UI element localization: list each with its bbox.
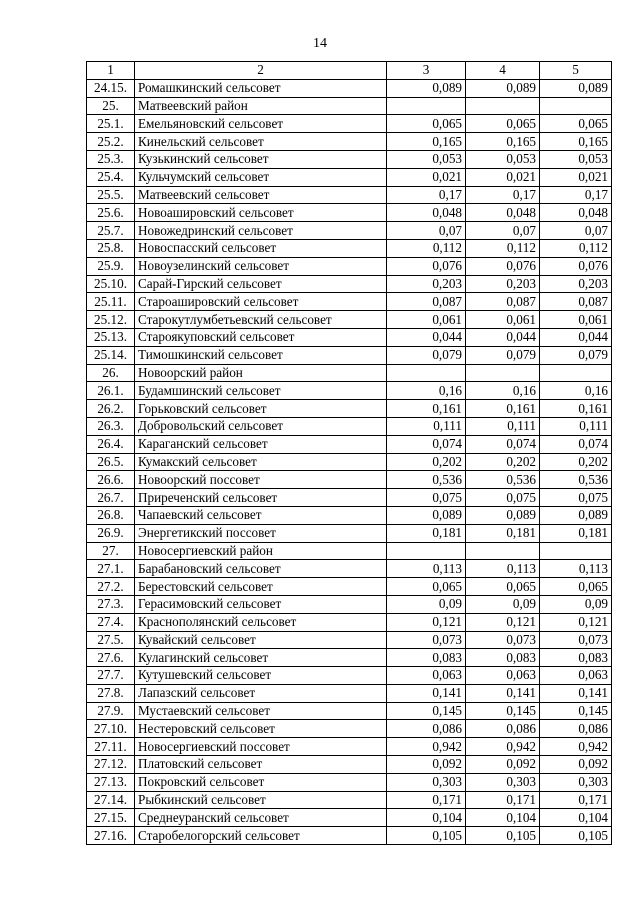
value-col-5: 0,111 — [540, 417, 612, 435]
table-row — [87, 364, 612, 382]
row-number: 27.16. — [87, 827, 135, 845]
value-col-3: 0,087 — [387, 293, 466, 311]
row-name: Среднеуранский сельсовет — [135, 809, 387, 827]
value-col-4: 0,165 — [466, 133, 540, 151]
value-col-4: 0,065 — [466, 578, 540, 596]
value-col-3: 0,165 — [387, 133, 466, 151]
row-number: 25.10. — [87, 275, 135, 293]
value-col-3: 0,044 — [387, 328, 466, 346]
table-row — [87, 631, 612, 649]
value-col-3: 0,121 — [387, 613, 466, 631]
value-col-5: 0,061 — [540, 311, 612, 329]
value-col-5 — [540, 97, 612, 115]
value-col-4: 0,171 — [466, 791, 540, 809]
table-row — [87, 738, 612, 756]
value-col-3: 0,063 — [387, 667, 466, 685]
value-col-4: 0,161 — [466, 400, 540, 418]
value-col-5: 0,145 — [540, 702, 612, 720]
value-col-4: 0,083 — [466, 649, 540, 667]
row-number: 26. — [87, 364, 135, 382]
column-header: 4 — [466, 62, 540, 80]
row-number: 26.3. — [87, 417, 135, 435]
row-number: 25.8. — [87, 239, 135, 257]
table-row — [87, 97, 612, 115]
table-row — [87, 791, 612, 809]
table-row — [87, 773, 612, 791]
value-col-5: 0,089 — [540, 506, 612, 524]
column-header: 3 — [387, 62, 466, 80]
row-number: 27.8. — [87, 684, 135, 702]
row-number: 26.7. — [87, 489, 135, 507]
row-name: Старобелогорский сельсовет — [135, 827, 387, 845]
value-col-3: 0,076 — [387, 257, 466, 275]
table-row — [87, 453, 612, 471]
value-col-4: 0,044 — [466, 328, 540, 346]
row-name: Новоспасский сельсовет — [135, 239, 387, 257]
value-col-5: 0,083 — [540, 649, 612, 667]
table-row — [87, 613, 612, 631]
value-col-5: 0,202 — [540, 453, 612, 471]
table-row — [87, 222, 612, 240]
table-row — [87, 382, 612, 400]
table-row — [87, 346, 612, 364]
value-col-3: 0,048 — [387, 204, 466, 222]
row-number: 27.15. — [87, 809, 135, 827]
row-number: 27.5. — [87, 631, 135, 649]
value-col-5: 0,075 — [540, 489, 612, 507]
row-name: Рыбкинский сельсовет — [135, 791, 387, 809]
row-number: 25.6. — [87, 204, 135, 222]
table-row — [87, 489, 612, 507]
value-col-3: 0,113 — [387, 560, 466, 578]
value-col-5: 0,105 — [540, 827, 612, 845]
value-col-3: 0,074 — [387, 435, 466, 453]
row-number: 27.7. — [87, 667, 135, 685]
row-number: 25.7. — [87, 222, 135, 240]
row-number: 25. — [87, 97, 135, 115]
value-col-4: 0,303 — [466, 773, 540, 791]
table-row — [87, 311, 612, 329]
value-col-4: 0,113 — [466, 560, 540, 578]
row-number: 26.5. — [87, 453, 135, 471]
value-col-5 — [540, 364, 612, 382]
value-col-4: 0,021 — [466, 168, 540, 186]
row-name: Старокутлумбетьевский сельсовет — [135, 311, 387, 329]
value-col-5: 0,079 — [540, 346, 612, 364]
row-number: 25.1. — [87, 115, 135, 133]
value-col-4: 0,075 — [466, 489, 540, 507]
value-col-4: 0,141 — [466, 684, 540, 702]
value-col-5: 0,113 — [540, 560, 612, 578]
value-col-4: 0,09 — [466, 595, 540, 613]
value-col-5: 0,121 — [540, 613, 612, 631]
value-col-3: 0,202 — [387, 453, 466, 471]
row-number: 27.10. — [87, 720, 135, 738]
value-col-4: 0,111 — [466, 417, 540, 435]
value-col-4: 0,104 — [466, 809, 540, 827]
row-name: Энергетикский поссовет — [135, 524, 387, 542]
value-col-3: 0,942 — [387, 738, 466, 756]
value-col-4: 0,202 — [466, 453, 540, 471]
row-name: Приреченский сельсовет — [135, 489, 387, 507]
value-col-3: 0,181 — [387, 524, 466, 542]
row-name: Кувайский сельсовет — [135, 631, 387, 649]
table-row — [87, 435, 612, 453]
value-col-5: 0,053 — [540, 150, 612, 168]
value-col-3: 0,089 — [387, 506, 466, 524]
value-col-5: 0,09 — [540, 595, 612, 613]
value-col-5: 0,942 — [540, 738, 612, 756]
value-col-4: 0,074 — [466, 435, 540, 453]
value-col-3: 0,203 — [387, 275, 466, 293]
value-col-5: 0,112 — [540, 239, 612, 257]
value-col-5: 0,074 — [540, 435, 612, 453]
table-row — [87, 150, 612, 168]
value-col-4: 0,079 — [466, 346, 540, 364]
table-row — [87, 79, 612, 97]
value-col-4: 0,092 — [466, 756, 540, 774]
row-name: Новоашировский сельсовет — [135, 204, 387, 222]
table-row — [87, 115, 612, 133]
value-col-4: 0,061 — [466, 311, 540, 329]
row-number: 27.1. — [87, 560, 135, 578]
row-name: Мустаевский сельсовет — [135, 702, 387, 720]
value-col-3: 0,105 — [387, 827, 466, 845]
value-col-4: 0,089 — [466, 79, 540, 97]
value-col-4: 0,112 — [466, 239, 540, 257]
value-col-3 — [387, 364, 466, 382]
table-row — [87, 720, 612, 738]
row-number: 25.2. — [87, 133, 135, 151]
table-header-row — [87, 62, 612, 80]
row-name: Добровольский сельсовет — [135, 417, 387, 435]
row-number: 27.9. — [87, 702, 135, 720]
table-row — [87, 275, 612, 293]
value-col-3: 0,053 — [387, 150, 466, 168]
value-col-3: 0,086 — [387, 720, 466, 738]
page-number: 14 — [313, 36, 327, 51]
value-col-3: 0,161 — [387, 400, 466, 418]
table-row — [87, 417, 612, 435]
table-row — [87, 257, 612, 275]
value-col-4: 0,073 — [466, 631, 540, 649]
row-name: Новоорский поссовет — [135, 471, 387, 489]
table-row — [87, 471, 612, 489]
table-row — [87, 684, 612, 702]
row-number: 25.13. — [87, 328, 135, 346]
value-col-4: 0,065 — [466, 115, 540, 133]
value-col-4: 0,048 — [466, 204, 540, 222]
row-number: 24.15. — [87, 79, 135, 97]
value-col-4: 0,053 — [466, 150, 540, 168]
row-number: 25.3. — [87, 150, 135, 168]
row-name: Кулагинский сельсовет — [135, 649, 387, 667]
value-col-5: 0,181 — [540, 524, 612, 542]
value-col-4: 0,203 — [466, 275, 540, 293]
value-col-3: 0,171 — [387, 791, 466, 809]
row-name: Краснополянский сельсовет — [135, 613, 387, 631]
value-col-3: 0,141 — [387, 684, 466, 702]
value-col-5: 0,161 — [540, 400, 612, 418]
value-col-4: 0,536 — [466, 471, 540, 489]
row-name: Новосергиевский район — [135, 542, 387, 560]
value-col-5: 0,303 — [540, 773, 612, 791]
value-col-4: 0,105 — [466, 827, 540, 845]
value-col-4: 0,181 — [466, 524, 540, 542]
value-col-3: 0,536 — [387, 471, 466, 489]
row-number: 27.14. — [87, 791, 135, 809]
row-name: Берестовский сельсовет — [135, 578, 387, 596]
row-name: Покровский сельсовет — [135, 773, 387, 791]
value-col-3: 0,303 — [387, 773, 466, 791]
table-row — [87, 702, 612, 720]
row-name: Чапаевский сельсовет — [135, 506, 387, 524]
row-number: 25.14. — [87, 346, 135, 364]
value-col-5: 0,086 — [540, 720, 612, 738]
table-row — [87, 204, 612, 222]
row-number: 25.11. — [87, 293, 135, 311]
value-col-3: 0,17 — [387, 186, 466, 204]
row-name: Новожедринский сельсовет — [135, 222, 387, 240]
table-row — [87, 756, 612, 774]
value-col-5: 0,171 — [540, 791, 612, 809]
value-col-3: 0,065 — [387, 578, 466, 596]
row-number: 25.9. — [87, 257, 135, 275]
value-col-4: 0,145 — [466, 702, 540, 720]
value-col-3: 0,083 — [387, 649, 466, 667]
row-name: Кузькинский сельсовет — [135, 150, 387, 168]
table-row — [87, 186, 612, 204]
value-col-4: 0,087 — [466, 293, 540, 311]
table-row — [87, 560, 612, 578]
value-col-3: 0,16 — [387, 382, 466, 400]
row-number: 27.11. — [87, 738, 135, 756]
row-number: 27.13. — [87, 773, 135, 791]
row-name: Герасимовский сельсовет — [135, 595, 387, 613]
value-col-5: 0,104 — [540, 809, 612, 827]
value-col-3: 0,09 — [387, 595, 466, 613]
row-name: Будамшинский сельсовет — [135, 382, 387, 400]
value-col-4: 0,07 — [466, 222, 540, 240]
value-col-3: 0,065 — [387, 115, 466, 133]
value-col-3: 0,111 — [387, 417, 466, 435]
row-name: Сарай-Гирский сельсовет — [135, 275, 387, 293]
value-col-5: 0,07 — [540, 222, 612, 240]
row-number: 26.8. — [87, 506, 135, 524]
table-row — [87, 667, 612, 685]
row-name: Новоорский район — [135, 364, 387, 382]
value-col-4 — [466, 97, 540, 115]
table-row — [87, 542, 612, 560]
table-row — [87, 506, 612, 524]
table-row — [87, 578, 612, 596]
table-row — [87, 239, 612, 257]
row-number: 27. — [87, 542, 135, 560]
column-header: 2 — [135, 62, 387, 80]
row-name: Кумакский сельсовет — [135, 453, 387, 471]
column-header: 1 — [87, 62, 135, 80]
value-col-4: 0,089 — [466, 506, 540, 524]
value-col-3: 0,07 — [387, 222, 466, 240]
value-col-3: 0,104 — [387, 809, 466, 827]
value-col-5: 0,044 — [540, 328, 612, 346]
table-row — [87, 293, 612, 311]
row-name: Староякуповский сельсовет — [135, 328, 387, 346]
row-number: 27.3. — [87, 595, 135, 613]
row-number: 27.12. — [87, 756, 135, 774]
row-number: 27.6. — [87, 649, 135, 667]
table-row — [87, 809, 612, 827]
value-col-4: 0,063 — [466, 667, 540, 685]
value-col-5: 0,16 — [540, 382, 612, 400]
row-number: 25.5. — [87, 186, 135, 204]
value-col-4 — [466, 542, 540, 560]
value-col-5: 0,203 — [540, 275, 612, 293]
value-col-5: 0,089 — [540, 79, 612, 97]
row-name: Староашировский сельсовет — [135, 293, 387, 311]
value-col-5: 0,536 — [540, 471, 612, 489]
table-row — [87, 133, 612, 151]
table-row — [87, 168, 612, 186]
row-name: Новоузелинский сельсовет — [135, 257, 387, 275]
row-name: Нестеровский сельсовет — [135, 720, 387, 738]
table-row — [87, 595, 612, 613]
row-number: 27.2. — [87, 578, 135, 596]
value-col-4 — [466, 364, 540, 382]
row-name: Матвеевский сельсовет — [135, 186, 387, 204]
row-number: 26.1. — [87, 382, 135, 400]
value-col-4: 0,121 — [466, 613, 540, 631]
row-name: Емельяновский сельсовет — [135, 115, 387, 133]
value-col-4: 0,942 — [466, 738, 540, 756]
value-col-5: 0,141 — [540, 684, 612, 702]
value-col-4: 0,17 — [466, 186, 540, 204]
table-row — [87, 400, 612, 418]
row-name: Лапазский сельсовет — [135, 684, 387, 702]
row-name: Тимошкинский сельсовет — [135, 346, 387, 364]
value-col-5: 0,063 — [540, 667, 612, 685]
row-name: Караганский сельсовет — [135, 435, 387, 453]
row-number: 26.4. — [87, 435, 135, 453]
row-number: 26.2. — [87, 400, 135, 418]
row-name: Платовский сельсовет — [135, 756, 387, 774]
row-name: Матвеевский район — [135, 97, 387, 115]
row-name: Кульчумский сельсовет — [135, 168, 387, 186]
value-col-3: 0,145 — [387, 702, 466, 720]
value-col-4: 0,086 — [466, 720, 540, 738]
row-name: Новосергиевский поссовет — [135, 738, 387, 756]
row-name: Горьковский сельсовет — [135, 400, 387, 418]
value-col-5: 0,065 — [540, 578, 612, 596]
value-col-3: 0,021 — [387, 168, 466, 186]
value-col-3: 0,079 — [387, 346, 466, 364]
column-header: 5 — [540, 62, 612, 80]
value-col-3: 0,075 — [387, 489, 466, 507]
row-number: 26.9. — [87, 524, 135, 542]
row-name: Барабановский сельсовет — [135, 560, 387, 578]
table-row — [87, 827, 612, 845]
row-number: 25.4. — [87, 168, 135, 186]
value-col-5: 0,021 — [540, 168, 612, 186]
row-name: Ромашкинский сельсовет — [135, 79, 387, 97]
row-number: 27.4. — [87, 613, 135, 631]
value-col-3: 0,061 — [387, 311, 466, 329]
value-col-3 — [387, 542, 466, 560]
value-col-4: 0,16 — [466, 382, 540, 400]
row-name: Кутушевский сельсовет — [135, 667, 387, 685]
table-row — [87, 524, 612, 542]
value-col-5: 0,165 — [540, 133, 612, 151]
value-col-5: 0,065 — [540, 115, 612, 133]
row-number: 25.12. — [87, 311, 135, 329]
value-col-5: 0,048 — [540, 204, 612, 222]
value-col-5: 0,076 — [540, 257, 612, 275]
value-col-5: 0,17 — [540, 186, 612, 204]
row-name: Кинельский сельсовет — [135, 133, 387, 151]
data-table — [86, 61, 612, 845]
value-col-3 — [387, 97, 466, 115]
table-row — [87, 649, 612, 667]
value-col-3: 0,073 — [387, 631, 466, 649]
value-col-3: 0,092 — [387, 756, 466, 774]
row-number: 26.6. — [87, 471, 135, 489]
value-col-3: 0,112 — [387, 239, 466, 257]
value-col-5: 0,073 — [540, 631, 612, 649]
value-col-5: 0,087 — [540, 293, 612, 311]
value-col-4: 0,076 — [466, 257, 540, 275]
value-col-5: 0,092 — [540, 756, 612, 774]
value-col-3: 0,089 — [387, 79, 466, 97]
table-row — [87, 328, 612, 346]
value-col-5 — [540, 542, 612, 560]
